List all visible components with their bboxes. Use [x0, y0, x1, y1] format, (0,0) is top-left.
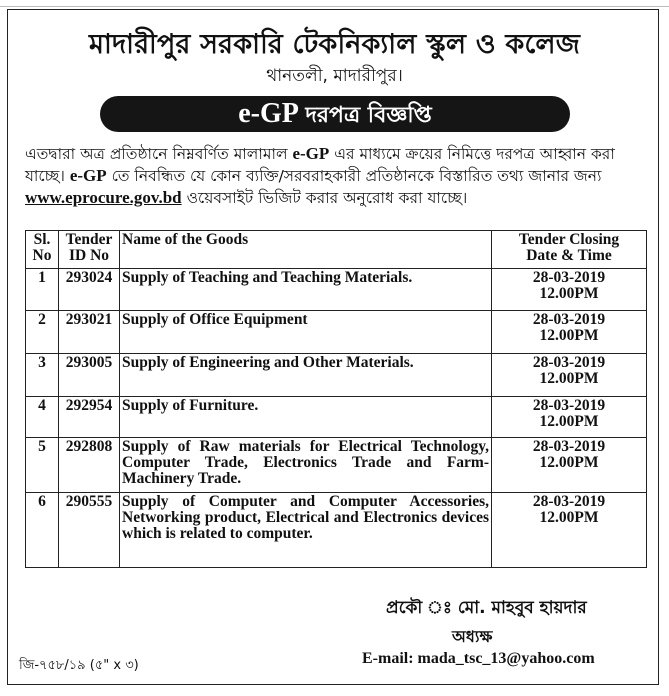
- tender-table: [25, 230, 647, 568]
- row-closing: [492, 354, 647, 397]
- table-row: [26, 438, 647, 493]
- row-closing: [492, 438, 647, 493]
- row-tender-id: 292954: [59, 397, 120, 438]
- row-sl: 3: [26, 354, 59, 397]
- row-goods-name: Supply of Office Equipment: [120, 311, 492, 354]
- header-tender-id: [59, 231, 120, 269]
- row-date: 28-03-2019: [532, 397, 606, 414]
- row-time: 12.00PM: [539, 413, 599, 430]
- institution-address: থানতলী, মাদারীপুর।: [266, 66, 403, 86]
- row-tender-id: 292808: [59, 438, 120, 493]
- row-goods-name: Supply of Computer and Computer Accessories, Networking product, Electrical and Electronics devices which is related to computer.: [120, 493, 492, 568]
- header-goods-name: Name of the Goods: [120, 231, 492, 269]
- intro-text-3: তে নিবন্ধিত যে কোন ব্যক্তি/সরবরাহকারী প্রতিষ্ঠানকে বিস্তারিত তথ্য জানার জন্য: [111, 167, 602, 185]
- row-closing: [492, 397, 647, 438]
- row-closing: [492, 493, 647, 568]
- intro-text-4: ওয়েবসাইট ভিজিট করার অনুরোধ করা যাচ্ছে।: [186, 189, 468, 207]
- row-sl: 5: [26, 438, 59, 493]
- header-id-line1: Tender: [65, 231, 113, 248]
- table-row: [26, 354, 647, 397]
- table-row: [26, 269, 647, 311]
- header-sl: [26, 231, 59, 269]
- row-tender-id: 290555: [59, 493, 120, 568]
- row-sl: 1: [26, 269, 59, 311]
- row-date: 28-03-2019: [532, 354, 606, 371]
- signer-role: অধ্যক্ষ: [452, 627, 493, 646]
- row-tender-id: 293024: [59, 269, 120, 311]
- header-sl-line1: Sl.: [33, 231, 51, 248]
- ad-reference: জি-৭৫৮/১৯ (৫" x ৩): [19, 658, 139, 673]
- header-date-line1: Tender Closing: [518, 231, 620, 248]
- institution-name: মাদারীপুর সরকারি টেকনিক্যাল স্কুল ও কলেজ: [88, 29, 581, 60]
- banner-egp: e-GP: [238, 98, 299, 129]
- row-sl: 4: [26, 397, 59, 438]
- contact-email: E-mail: mada_tsc_13@yahoo.com: [362, 650, 595, 667]
- row-sl: 2: [26, 311, 59, 354]
- row-tender-id: 293005: [59, 354, 120, 397]
- row-goods-name: Supply of Engineering and Other Materials.: [120, 354, 492, 397]
- row-date: 28-03-2019: [532, 269, 606, 286]
- row-time: 12.00PM: [539, 509, 599, 526]
- row-goods-name: Supply of Furniture.: [120, 397, 492, 438]
- row-goods-name: Supply of Raw materials for Electrical Technology, Computer Trade, Electronics Trade and Farm-Machinery Trade.: [120, 438, 492, 493]
- row-tender-id: 293021: [59, 311, 120, 354]
- header-sl-line2: No: [32, 247, 52, 264]
- intro-egp-1: e-GP: [292, 144, 330, 163]
- header-id-line2: ID No: [68, 247, 110, 264]
- row-date: 28-03-2019: [532, 311, 606, 328]
- intro-egp-2: e-GP: [69, 166, 107, 185]
- row-date: 28-03-2019: [532, 438, 606, 455]
- eprocure-link[interactable]: www.eprocure.gov.bd: [25, 188, 182, 207]
- row-goods-name: Supply of Teaching and Teaching Materials.: [120, 269, 492, 311]
- table-row: [26, 311, 647, 354]
- notice-title-banner: [100, 96, 570, 132]
- table-row: [26, 493, 647, 568]
- row-time: 12.00PM: [539, 454, 599, 471]
- header-date-line2: Date & Time: [526, 247, 612, 264]
- intro-text-1: এতদ্বারা অত্র প্রতিষ্ঠানে নিম্নবর্ণিত মালামাল: [25, 145, 288, 163]
- table-header-row: [26, 231, 647, 269]
- row-closing: [492, 311, 647, 354]
- intro-text-2: এর মাধ্যমে ক্রয়ের নিমিত্তে দরপত্র আহ্বান করা যাচ্ছে।: [25, 145, 615, 185]
- row-time: 12.00PM: [539, 327, 599, 344]
- signer-name: প্রকৌ ঃ মো. মাহবুব হায়দার: [386, 598, 587, 618]
- row-sl: 6: [26, 493, 59, 568]
- row-time: 12.00PM: [539, 370, 599, 387]
- intro-paragraph: [25, 143, 645, 209]
- banner-title: দরপত্র বিজ্ঞপ্তি: [305, 103, 432, 128]
- row-closing: [492, 269, 647, 311]
- row-time: 12.00PM: [539, 285, 599, 302]
- row-date: 28-03-2019: [532, 493, 606, 510]
- table-row: [26, 397, 647, 438]
- top-cropped-strip: [0, 0, 669, 7]
- header-closing: [492, 231, 647, 269]
